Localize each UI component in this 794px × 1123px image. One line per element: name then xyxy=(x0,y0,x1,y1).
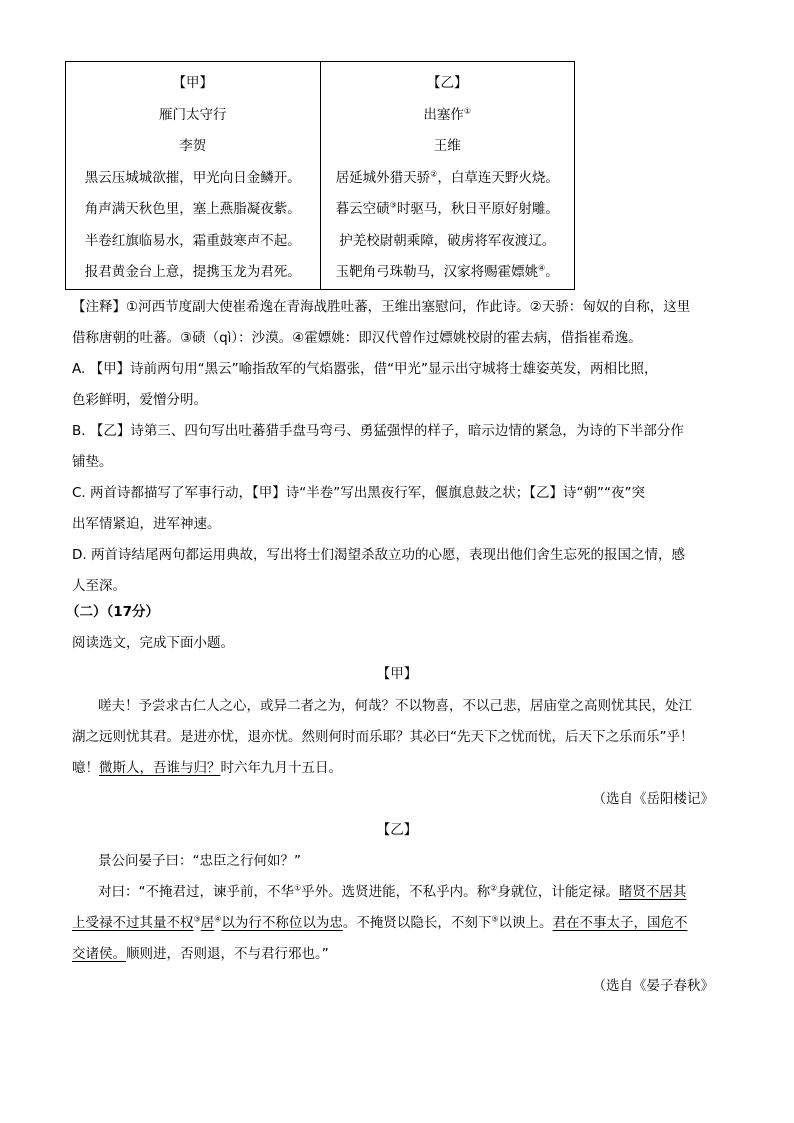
underlined-sentence: 君在不事太子，国危不 xyxy=(552,915,688,931)
passage-jia-source: （选自《岳阳楼记》 xyxy=(592,791,714,807)
footnote-marker: ② xyxy=(430,169,438,178)
poem-yi-line-3: 护羌校尉朝乘障，破虏将军夜渡辽。 xyxy=(339,232,556,249)
footnote-marker: ② xyxy=(490,883,498,893)
option-a-line-2: 色彩鲜明，爱憎分明。 xyxy=(72,392,207,408)
passage-jia-line-1: 嗟夫！予尝求古仁人之心，或异二者之为，何哉？不以物喜，不以己悲，居庙堂之高则忧其民，处江 xyxy=(98,698,692,714)
section-2-heading: （二）（17分） xyxy=(66,604,160,620)
passage-yi-line-3: 上受禄不过其量不权③居④以为行不称位以为忠。不掩贤以隐长，不刻下⑤以谀上。君在不事太子，国危不 xyxy=(72,914,688,931)
footnote-marker: ① xyxy=(463,106,472,115)
passage-yi-label: 【乙】 xyxy=(376,822,418,838)
poem-yi-line-4: 玉靶角弓珠勒马，汉家将赐霍嫖姚④。 xyxy=(335,263,559,280)
underlined-sentence: 睹贤不居其 xyxy=(618,884,687,900)
poem-jia-line-1: 黑云压城城欲摧，甲光向日金鳞开。 xyxy=(84,169,301,186)
option-a-line-1: A. 【甲】诗前两句用“黑云”喻指敌军的气焰嚣张，借“甲光”显示出守城将士雄姿英发，两相比照， xyxy=(72,361,658,377)
poem-yi-title: 出塞作① xyxy=(423,106,472,123)
footnote-marker: ④ xyxy=(214,914,222,924)
option-b-line-1: B. 【乙】诗第三、四句写出吐蕃猎手盘马弯弓、勇猛强悍的样子，暗示边情的紧急，为诗的下半部分作 xyxy=(72,423,684,439)
footnote-marker: ① xyxy=(294,883,302,893)
poem-jia-title: 雁门太守行 xyxy=(159,106,227,123)
poem-jia-line-2: 角声满天秋色里，塞上燕脂凝夜紫。 xyxy=(84,201,301,217)
footnote-marker: ④ xyxy=(538,263,546,273)
poem-jia-author: 李贺 xyxy=(179,138,207,154)
poem-yi-author: 王维 xyxy=(433,138,461,154)
poem-jia-line-3: 半卷红旗临易水，霜重鼓寒声不起。 xyxy=(84,232,301,249)
section-2-instruction: 阅读选文，完成下面小题。 xyxy=(72,635,234,651)
poem-jia-cell xyxy=(66,62,321,290)
annotation-line-1: 【注释】①河西节度副大使崔希逸在青海战胜吐蕃，王维出塞慰问，作此诗。②天骄：匈奴的自称，这里 xyxy=(72,299,691,315)
poem-yi-line-1: 居延城外猎天骄②，白草连天野火烧。 xyxy=(335,169,559,186)
poem-jia-label: 【甲】 xyxy=(172,75,213,91)
footnote-marker: ③ xyxy=(389,200,397,210)
option-c-line-2: 出军情紧迫，进军神速。 xyxy=(72,516,221,532)
poem-comparison-table xyxy=(65,61,575,290)
annotation-line-2: 借称唐朝的吐蕃。③碛（qì）：沙漠。④霍嫖姚：即汉代曾作过嫖姚校尉的霍去病，借指崔希逸。 xyxy=(72,330,642,346)
passage-yi-source: （选自《晏子春秋》 xyxy=(592,978,714,994)
footnote-marker: ⑤ xyxy=(491,914,499,924)
poem-jia-line-4: 报君黄金台上意，提携玉龙为君死。 xyxy=(84,264,301,280)
passage-yi-line-1: 景公问晏子曰：“忠臣之行何如？” xyxy=(98,853,301,869)
underlined-sentence: 微斯人，吾谁与归？ xyxy=(99,760,221,776)
passage-yi-line-2: 对曰：“不掩君过，谏乎前，不华①乎外。选贤进能，不私乎内。称②身就位，计能定禄。睹贤不居其 xyxy=(98,883,687,900)
poem-yi-cell xyxy=(320,62,575,290)
passage-jia-line-2: 湖之远则忧其君。是进亦忧，退亦忧。然则何时而乐耶？其必曰“先天下之忧而忧，后天下之乐而乐”乎！ xyxy=(72,729,694,745)
passage-jia-line-3: 噫！微斯人，吾谁与归？时六年九月十五日。 xyxy=(72,760,342,776)
option-d-line-1: D. 两首诗结尾两句都运用典故，写出将士们渴望杀敌立功的心愿，表现出他们舍生忘死的报国之情，感 xyxy=(72,547,685,563)
passage-jia-label: 【甲】 xyxy=(376,666,418,682)
footnote-marker: ③ xyxy=(193,914,201,924)
option-c-line-1: C. 两首诗都描写了军事行动，【甲】诗“半卷”写出黑夜行军，偃旗息鼓之状；【乙】诗“朝”“夜”突 xyxy=(72,485,645,501)
option-d-line-2: 人至深。 xyxy=(72,578,126,594)
underlined-sentence: 交诸侯。 xyxy=(72,946,126,962)
poem-yi-line-2: 暮云空碛③时驱马，秋日平原好射雕。 xyxy=(335,200,559,217)
poem-yi-label: 【乙】 xyxy=(427,75,468,91)
passage-yi-line-4: 交诸侯。顺则进，否则退，不与君行邪也。” xyxy=(72,946,329,962)
option-b-line-2: 铺垫。 xyxy=(72,454,113,470)
